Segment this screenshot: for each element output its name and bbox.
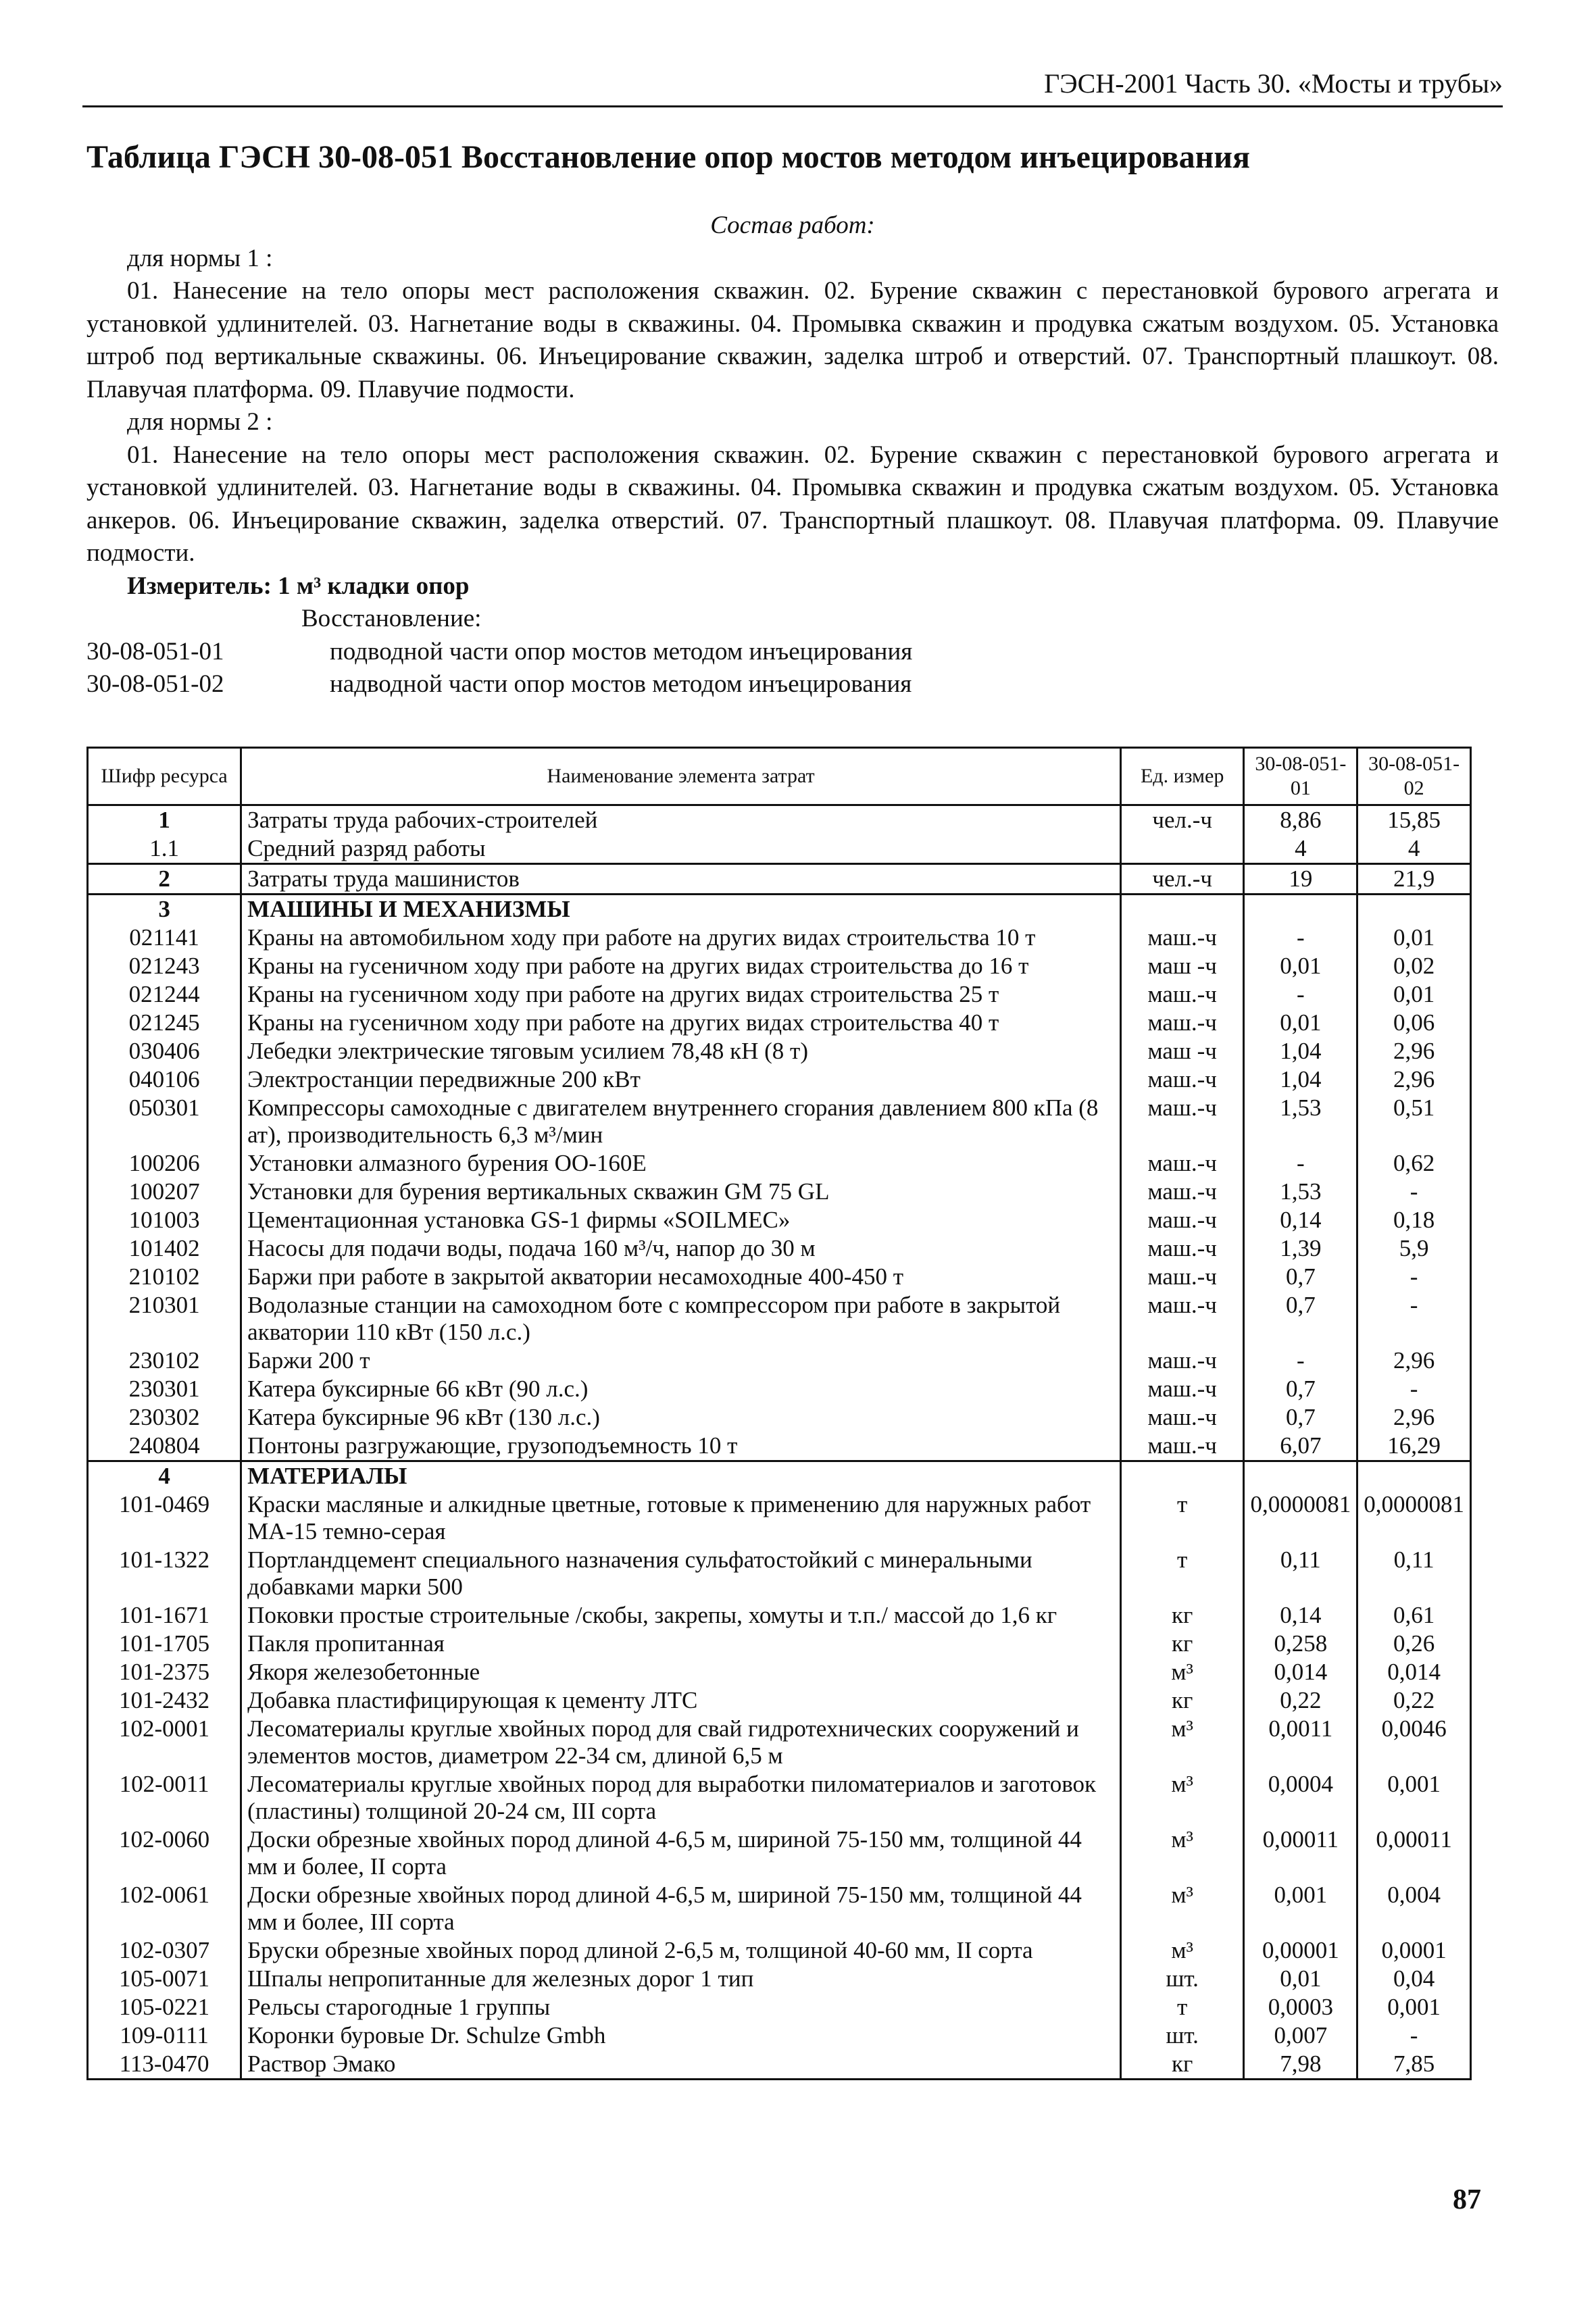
cell-unit xyxy=(1120,834,1244,864)
cell-unit: маш.-ч xyxy=(1120,1234,1244,1263)
cell-v2: 0,02 xyxy=(1357,952,1471,980)
table-header-row xyxy=(88,748,1471,805)
cell-v2: 15,85 xyxy=(1357,805,1471,835)
cell-v1 xyxy=(1244,895,1357,924)
cell-v1: 8,86 xyxy=(1244,805,1357,835)
cell-code: 101-0469 xyxy=(88,1490,241,1546)
measure-value: 1 м³ кладки опор xyxy=(278,572,470,600)
cell-unit: маш.-ч xyxy=(1120,1375,1244,1403)
cell-code: 101-1705 xyxy=(88,1630,241,1658)
cell-name: Коронки буровые Dr. Schulze Gmbh xyxy=(241,2021,1121,2050)
cell-code: 102-0001 xyxy=(88,1715,241,1770)
table-row xyxy=(88,1094,1471,1149)
cell-v1: 0,00001 xyxy=(1244,1936,1357,1965)
cell-v2: 7,85 xyxy=(1357,2050,1471,2080)
cell-v2: 5,9 xyxy=(1357,1234,1471,1263)
norm1-label: для нормы 1 : xyxy=(127,244,273,272)
cell-code: 100207 xyxy=(88,1178,241,1206)
table-row xyxy=(88,1206,1471,1234)
cell-name: Катера буксирные 96 кВт (130 л.с.) xyxy=(241,1403,1121,1432)
cell-v2: 0,0001 xyxy=(1357,1936,1471,1965)
cell-unit: маш.-ч xyxy=(1120,1149,1244,1178)
table-row xyxy=(88,1770,1471,1826)
cell-v1: 0,0003 xyxy=(1244,1993,1357,2021)
table-row xyxy=(88,980,1471,1009)
cell-v2: 2,96 xyxy=(1357,1037,1471,1065)
cell-unit xyxy=(1120,1461,1244,1491)
intro-section xyxy=(86,209,1499,701)
table-row xyxy=(88,1403,1471,1432)
cell-unit: маш.-ч xyxy=(1120,1009,1244,1037)
cell-v2: 16,29 xyxy=(1357,1432,1471,1461)
table-row xyxy=(88,2050,1471,2080)
cell-v1: 0,22 xyxy=(1244,1686,1357,1715)
table-row xyxy=(88,1658,1471,1686)
cell-v1: 0,0011 xyxy=(1244,1715,1357,1770)
cell-code: 105-0071 xyxy=(88,1965,241,1993)
cell-name: Поковки простые строительные /скобы, закрепы, хомуты и т.п./ массой до 1,6 кг xyxy=(241,1601,1121,1630)
cell-code: 101003 xyxy=(88,1206,241,1234)
cell-name: Насосы для подачи воды, подача 160 м³/ч, напор до 30 м xyxy=(241,1234,1121,1263)
cell-name: Баржи при работе в закрытой акватории несамоходные 400-450 т xyxy=(241,1263,1121,1291)
norm1-text: 01. Нанесение на тело опоры мест расположения скважин. 02. Бурение скважин с перестановкой бурового агрегата и установкой удлинителей. 03. Нагнетание воды в скважины. 04. Промывка скважин и продувка сжатым воздухом. 05. Установка штроб под вертикальные скважины. 06. Инъецирование скважин, заделка штроб и отверстий. 07. Транспортный плашкоут. 08. Плавучая платформа. 09. Плавучие подмости. xyxy=(86,277,1499,403)
cell-name: Затраты труда рабочих-строителей xyxy=(241,805,1121,835)
cell-v1 xyxy=(1244,1461,1357,1491)
cell-name: Портландцемент специального назначения сульфатостойкий с минеральными добавками марки 500 xyxy=(241,1546,1121,1601)
cell-v1: 0,0004 xyxy=(1244,1770,1357,1826)
cell-v2: 0,26 xyxy=(1357,1630,1471,1658)
cell-v2: 0,51 xyxy=(1357,1094,1471,1149)
cell-code: 1.1 xyxy=(88,834,241,864)
cell-code: 021243 xyxy=(88,952,241,980)
norm2-text: 01. Нанесение на тело опоры мест расположения скважин. 02. Бурение скважин с перестановкой бурового агрегата и установкой удлинителей. 03. Нагнетание воды в скважины. 04. Промывка скважин и продувка сжатым воздухом. 05. Установка анкеров. 06. Инъецирование скважин, заделка отверстий. 07. Транспортный плашкоут. 08. Плавучая платформа. 09. Плавучие подмости. xyxy=(86,441,1499,567)
cell-code: 021141 xyxy=(88,924,241,952)
cell-unit: м³ xyxy=(1120,1658,1244,1686)
cell-name: Бруски обрезные хвойных пород длиной 2-6,5 м, толщиной 40-60 мм, II сорта xyxy=(241,1936,1121,1965)
cell-unit: т xyxy=(1120,1546,1244,1601)
cell-name: Лебедки электрические тяговым усилием 78,48 кН (8 т) xyxy=(241,1037,1121,1065)
table-row xyxy=(88,1546,1471,1601)
table-row xyxy=(88,924,1471,952)
cell-v2: 0,18 xyxy=(1357,1206,1471,1234)
cell-unit: м³ xyxy=(1120,1936,1244,1965)
table-row xyxy=(88,1234,1471,1263)
norm2-label: для нормы 2 : xyxy=(127,408,273,436)
table-row xyxy=(88,1263,1471,1291)
cell-v2: - xyxy=(1357,1291,1471,1347)
table-row xyxy=(88,952,1471,980)
cell-code: 100206 xyxy=(88,1149,241,1178)
cell-code: 230301 xyxy=(88,1375,241,1403)
cell-unit: маш.-ч xyxy=(1120,1291,1244,1347)
restore-label: Восстановление: xyxy=(301,605,482,632)
cell-v1: 1,53 xyxy=(1244,1094,1357,1149)
cell-name: Доски обрезные хвойных пород длиной 4-6,5 м, шириной 75-150 мм, толщиной 44 мм и более, II сорта xyxy=(241,1826,1121,1881)
cell-v2: 0,0000081 xyxy=(1357,1490,1471,1546)
cell-code: 050301 xyxy=(88,1094,241,1149)
cell-v1: 0,14 xyxy=(1244,1601,1357,1630)
cell-v1: 0,258 xyxy=(1244,1630,1357,1658)
cell-code: 210102 xyxy=(88,1263,241,1291)
works-heading: Состав работ: xyxy=(710,211,875,239)
cell-name: Компрессоры самоходные с двигателем внутреннего сгорания давлением 800 кПа (8 ат), производительность 6,3 м³/мин xyxy=(241,1094,1121,1149)
cell-v1: 6,07 xyxy=(1244,1432,1357,1461)
cell-v2: 21,9 xyxy=(1357,864,1471,895)
cell-name: МАТЕРИАЛЫ xyxy=(241,1461,1121,1491)
cell-v2: - xyxy=(1357,2021,1471,2050)
cell-unit: маш.-ч xyxy=(1120,924,1244,952)
cell-unit: кг xyxy=(1120,2050,1244,2080)
cell-name: Водолазные станции на самоходном боте с компрессором при работе в закрытой акватории 110 кВт (150 л.с.) xyxy=(241,1291,1121,1347)
table-row xyxy=(88,834,1471,864)
table-row xyxy=(88,1178,1471,1206)
cell-v2: 0,0046 xyxy=(1357,1715,1471,1770)
cell-v1: 0,7 xyxy=(1244,1291,1357,1347)
cell-name: Лесоматериалы круглые хвойных пород для выработки пиломатериалов и заготовок (пластины) толщиной 20-24 см, III сорта xyxy=(241,1770,1121,1826)
cell-code: 021245 xyxy=(88,1009,241,1037)
cell-unit: кг xyxy=(1120,1686,1244,1715)
cell-code: 101-2432 xyxy=(88,1686,241,1715)
cell-unit: маш.-ч xyxy=(1120,1094,1244,1149)
cell-v2: 0,62 xyxy=(1357,1149,1471,1178)
header-name: Наименование элемента затрат xyxy=(241,748,1121,805)
cell-name: Краны на автомобильном ходу при работе на других видах строительства 10 т xyxy=(241,924,1121,952)
page-number: 87 xyxy=(1453,2184,1481,2215)
cell-v2: 0,001 xyxy=(1357,1770,1471,1826)
cell-v2: 0,61 xyxy=(1357,1601,1471,1630)
cell-v2: 0,01 xyxy=(1357,924,1471,952)
cell-code: 230302 xyxy=(88,1403,241,1432)
cell-v2: 2,96 xyxy=(1357,1403,1471,1432)
table-row xyxy=(88,1686,1471,1715)
cell-code: 101402 xyxy=(88,1234,241,1263)
cell-unit: т xyxy=(1120,1490,1244,1546)
cell-name: Цементационная установка GS-1 фирмы «SOILMEC» xyxy=(241,1206,1121,1234)
cell-unit: м³ xyxy=(1120,1715,1244,1770)
cell-v1: 1,04 xyxy=(1244,1065,1357,1094)
cell-name: Краски масляные и алкидные цветные, готовые к применению для наружных работ МА-15 темно-серая xyxy=(241,1490,1121,1546)
cell-name: Установки для бурения вертикальных скважин GM 75 GL xyxy=(241,1178,1121,1206)
cell-v1: 0,7 xyxy=(1244,1263,1357,1291)
table-row xyxy=(88,1490,1471,1546)
cell-v1: 0,01 xyxy=(1244,952,1357,980)
table-body xyxy=(88,805,1471,2080)
norm-code: 30-08-051-02 xyxy=(86,670,224,698)
cell-v2 xyxy=(1357,1461,1471,1491)
cell-unit: чел.-ч xyxy=(1120,864,1244,895)
cell-name: Электростанции передвижные 200 кВт xyxy=(241,1065,1121,1094)
cell-v1: - xyxy=(1244,980,1357,1009)
cell-v2: 0,014 xyxy=(1357,1658,1471,1686)
table-row xyxy=(88,805,1471,835)
cell-unit: маш.-ч xyxy=(1120,1432,1244,1461)
cell-name: Средний разряд работы xyxy=(241,834,1121,864)
cell-name: Установки алмазного бурения ОО-160Е xyxy=(241,1149,1121,1178)
cell-code: 101-1322 xyxy=(88,1546,241,1601)
cell-name: Краны на гусеничном ходу при работе на других видах строительства 40 т xyxy=(241,1009,1121,1037)
table-row xyxy=(88,895,1471,924)
cell-v1: 0,01 xyxy=(1244,1965,1357,1993)
table-row xyxy=(88,2021,1471,2050)
cell-v1: 4 xyxy=(1244,834,1357,864)
cell-v2: 2,96 xyxy=(1357,1347,1471,1375)
cell-unit: маш.-ч xyxy=(1120,1206,1244,1234)
table-row xyxy=(88,1375,1471,1403)
cell-v2: 0,04 xyxy=(1357,1965,1471,1993)
header-v1: 30-08-051-01 xyxy=(1244,748,1357,805)
cell-code: 102-0011 xyxy=(88,1770,241,1826)
cell-unit: кг xyxy=(1120,1601,1244,1630)
table-row xyxy=(88,1965,1471,1993)
cell-unit: м³ xyxy=(1120,1881,1244,1936)
cell-unit: маш.-ч xyxy=(1120,980,1244,1009)
cell-v1: 0,01 xyxy=(1244,1009,1357,1037)
cell-v1: 0,014 xyxy=(1244,1658,1357,1686)
cell-name: Рельсы старогодные 1 группы xyxy=(241,1993,1121,2021)
cell-code: 240804 xyxy=(88,1432,241,1461)
cell-unit: м³ xyxy=(1120,1826,1244,1881)
cell-unit: кг xyxy=(1120,1630,1244,1658)
cell-name: Краны на гусеничном ходу при работе на других видах строительства до 16 т xyxy=(241,952,1121,980)
resources-table xyxy=(86,747,1472,2080)
cell-v1: 1,53 xyxy=(1244,1178,1357,1206)
table-row xyxy=(88,1347,1471,1375)
cell-v2: 0,00011 xyxy=(1357,1826,1471,1881)
cell-unit: маш.-ч xyxy=(1120,1403,1244,1432)
cell-v2: 0,004 xyxy=(1357,1881,1471,1936)
header-code: Шифр ресурса xyxy=(88,748,241,805)
cell-name: Доски обрезные хвойных пород длиной 4-6,5 м, шириной 75-150 мм, толщиной 44 мм и более, III сорта xyxy=(241,1881,1121,1936)
cell-name: Пакля пропитанная xyxy=(241,1630,1121,1658)
cell-unit: шт. xyxy=(1120,1965,1244,1993)
cell-v1: 19 xyxy=(1244,864,1357,895)
cell-code: 101-1671 xyxy=(88,1601,241,1630)
cell-v1: 0,11 xyxy=(1244,1546,1357,1601)
cell-code: 2 xyxy=(88,864,241,895)
cell-v1: - xyxy=(1244,924,1357,952)
cell-code: 105-0221 xyxy=(88,1993,241,2021)
running-header: ГЭСН-2001 Часть 30. «Мосты и трубы» xyxy=(1044,68,1503,99)
cell-name: Лесоматериалы круглые хвойных пород для свай гидротехнических сооружений и элементов мостов, диаметром 22-34 см, длиной 6,5 м xyxy=(241,1715,1121,1770)
table-row xyxy=(88,1149,1471,1178)
table-row xyxy=(88,864,1471,895)
header-unit: Ед. измер xyxy=(1120,748,1244,805)
cell-v1: 1,39 xyxy=(1244,1234,1357,1263)
cell-code: 1 xyxy=(88,805,241,835)
cell-code: 030406 xyxy=(88,1037,241,1065)
cell-code: 101-2375 xyxy=(88,1658,241,1686)
table-title: Таблица ГЭСН 30-08-051 Восстановление опор мостов методом инъецирования xyxy=(86,139,1250,175)
header-v2: 30-08-051-02 xyxy=(1357,748,1471,805)
measure-line xyxy=(86,570,1499,603)
cell-name: Понтоны разгружающие, грузоподъемность 10 т xyxy=(241,1432,1121,1461)
table-row xyxy=(88,1715,1471,1770)
cell-name: Баржи 200 т xyxy=(241,1347,1121,1375)
norm-desc: подводной части опор мостов методом инъецирования xyxy=(330,637,913,665)
cell-v1: 0,14 xyxy=(1244,1206,1357,1234)
cell-unit: маш -ч xyxy=(1120,952,1244,980)
cell-v2: 0,11 xyxy=(1357,1546,1471,1601)
cell-code: 4 xyxy=(88,1461,241,1491)
table-row xyxy=(88,1037,1471,1065)
table-row xyxy=(88,1881,1471,1936)
cell-v1: 1,04 xyxy=(1244,1037,1357,1065)
cell-v1: 7,98 xyxy=(1244,2050,1357,2080)
cell-code: 109-0111 xyxy=(88,2021,241,2050)
cell-code: 102-0307 xyxy=(88,1936,241,1965)
cell-v2: - xyxy=(1357,1178,1471,1206)
cell-code: 102-0061 xyxy=(88,1881,241,1936)
cell-code: 040106 xyxy=(88,1065,241,1094)
cell-v2: 0,001 xyxy=(1357,1993,1471,2021)
measure-label: Измеритель: xyxy=(127,572,272,600)
cell-code: 021244 xyxy=(88,980,241,1009)
code-line xyxy=(86,636,1499,669)
table-row xyxy=(88,1630,1471,1658)
cell-v1: 0,7 xyxy=(1244,1375,1357,1403)
code-line xyxy=(86,668,1499,701)
cell-unit: м³ xyxy=(1120,1770,1244,1826)
cell-v1: 0,007 xyxy=(1244,2021,1357,2050)
cell-v2: 4 xyxy=(1357,834,1471,864)
cell-name: МАШИНЫ И МЕХАНИЗМЫ xyxy=(241,895,1121,924)
cell-unit: т xyxy=(1120,1993,1244,2021)
cell-unit: маш.-ч xyxy=(1120,1263,1244,1291)
cell-name: Раствор Эмако xyxy=(241,2050,1121,2080)
cell-code: 3 xyxy=(88,895,241,924)
table-row xyxy=(88,1936,1471,1965)
table-row xyxy=(88,1009,1471,1037)
table-row xyxy=(88,1065,1471,1094)
norm-desc: надводной части опор мостов методом инъецирования xyxy=(330,670,912,698)
cell-unit: чел.-ч xyxy=(1120,805,1244,835)
cell-code: 102-0060 xyxy=(88,1826,241,1881)
table-row xyxy=(88,1826,1471,1881)
cell-v2 xyxy=(1357,895,1471,924)
cell-unit: маш.-ч xyxy=(1120,1347,1244,1375)
table-row xyxy=(88,1601,1471,1630)
table-row xyxy=(88,1461,1471,1491)
cell-v2: 0,06 xyxy=(1357,1009,1471,1037)
cell-name: Катера буксирные 66 кВт (90 л.с.) xyxy=(241,1375,1121,1403)
cell-v1: 0,001 xyxy=(1244,1881,1357,1936)
header-rule xyxy=(82,105,1503,107)
cell-v2: 0,01 xyxy=(1357,980,1471,1009)
cell-unit: шт. xyxy=(1120,2021,1244,2050)
table-row xyxy=(88,1432,1471,1461)
cell-v2: 2,96 xyxy=(1357,1065,1471,1094)
cell-v2: - xyxy=(1357,1375,1471,1403)
cell-name: Затраты труда машинистов xyxy=(241,864,1121,895)
norm-code: 30-08-051-01 xyxy=(86,637,224,665)
cell-v2: - xyxy=(1357,1263,1471,1291)
cell-code: 113-0470 xyxy=(88,2050,241,2080)
cell-v1: 0,0000081 xyxy=(1244,1490,1357,1546)
cell-name: Добавка пластифицирующая к цементу ЛТС xyxy=(241,1686,1121,1715)
cell-code: 230102 xyxy=(88,1347,241,1375)
cell-v2: 0,22 xyxy=(1357,1686,1471,1715)
cell-unit: маш.-ч xyxy=(1120,1178,1244,1206)
cell-v1: 0,7 xyxy=(1244,1403,1357,1432)
cell-name: Шпалы непропитанные для железных дорог 1 тип xyxy=(241,1965,1121,1993)
cell-name: Якоря железобетонные xyxy=(241,1658,1121,1686)
cell-name: Краны на гусеничном ходу при работе на других видах строительства 25 т xyxy=(241,980,1121,1009)
cell-unit: маш -ч xyxy=(1120,1037,1244,1065)
cell-v1: - xyxy=(1244,1347,1357,1375)
cell-unit xyxy=(1120,895,1244,924)
cell-v1: 0,00011 xyxy=(1244,1826,1357,1881)
cell-unit: маш.-ч xyxy=(1120,1065,1244,1094)
table-row xyxy=(88,1291,1471,1347)
table-row xyxy=(88,1993,1471,2021)
cell-code: 210301 xyxy=(88,1291,241,1347)
cell-v1: - xyxy=(1244,1149,1357,1178)
